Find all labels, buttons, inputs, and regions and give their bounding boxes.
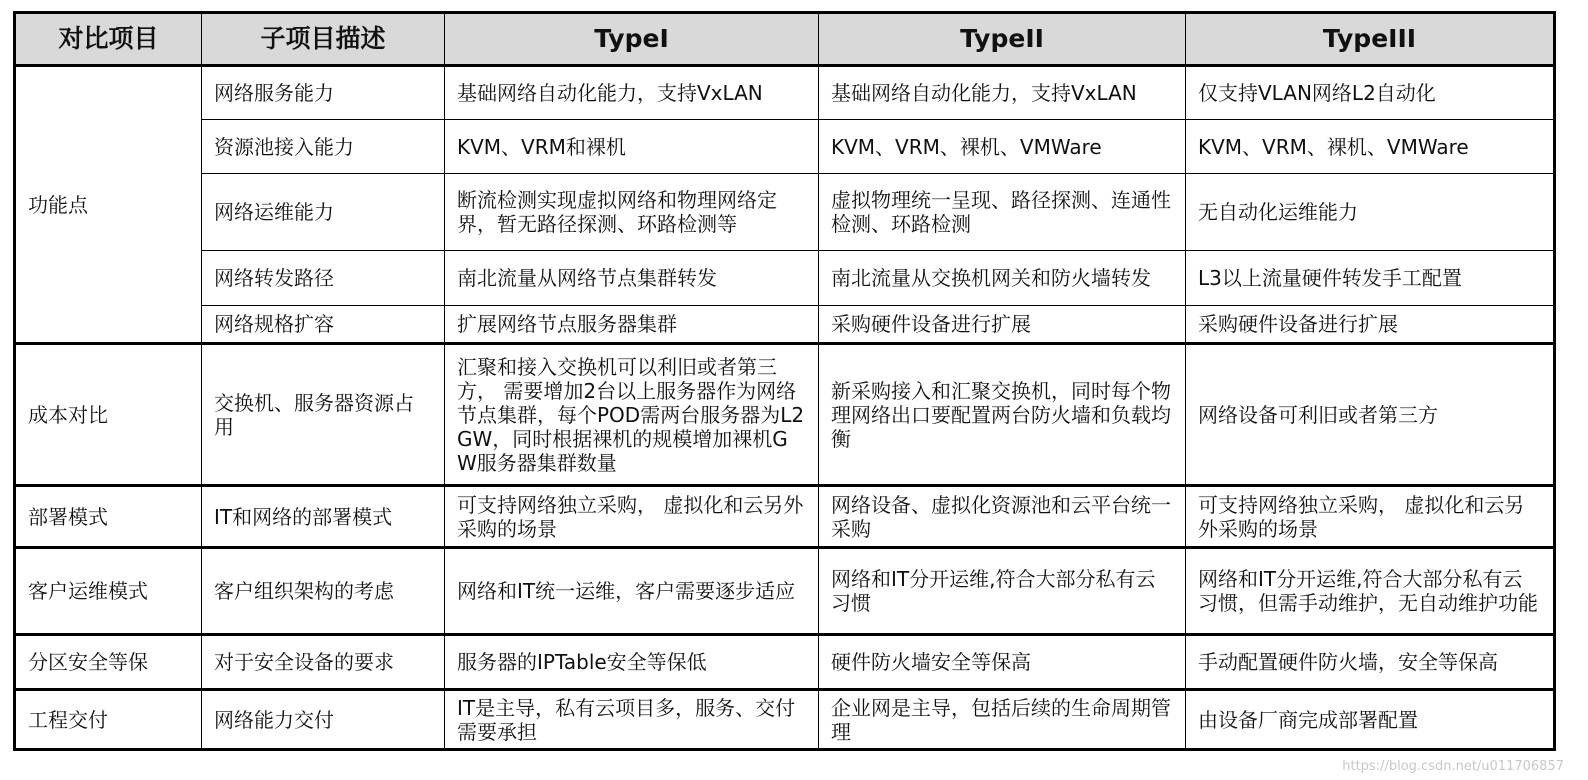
- type2-cell: KVM、VRM、裸机、VMWare: [819, 120, 1186, 174]
- type3-cell: 无自动化运维能力: [1186, 174, 1555, 251]
- type3-cell: KVM、VRM、裸机、VMWare: [1186, 120, 1555, 174]
- type2-cell: 南北流量从交换机网关和防火墙转发: [819, 251, 1186, 306]
- type2-cell: 硬件防火墙安全等保高: [819, 635, 1186, 690]
- comparison-table: [13, 11, 1556, 751]
- type2-cell: 新采购接入和汇聚交换机，同时每个物理网络出口要配置两台防火墙和负载均衡: [819, 344, 1186, 486]
- table-row: [15, 344, 1555, 486]
- type3-cell: 仅支持VLAN网络L2自动化: [1186, 66, 1555, 120]
- group-name: 成本对比: [15, 344, 202, 486]
- type2-cell: 企业网是主导，包括后续的生命周期管理: [819, 690, 1186, 750]
- type3-cell: 网络设备可利旧或者第三方: [1186, 344, 1555, 486]
- type3-cell: 网络和IT分开运维,符合大部分私有云习惯，但需手动维护，无自动维护功能: [1186, 548, 1555, 635]
- table-row: [15, 174, 1555, 251]
- sub-item-cell: 网络运维能力: [202, 174, 445, 251]
- group-name: 分区安全等保: [15, 635, 202, 690]
- header-type-2: TypeII: [819, 13, 1186, 66]
- sub-item-cell: 网络服务能力: [202, 66, 445, 120]
- table-row: [15, 120, 1555, 174]
- sub-item-cell: 网络规格扩容: [202, 306, 445, 344]
- table-row: [15, 548, 1555, 635]
- comparison-table-wrapper: [13, 11, 1556, 751]
- sub-item-cell: 客户组织架构的考虑: [202, 548, 445, 635]
- type1-cell: 断流检测实现虚拟网络和物理网络定界，暂无路径探测、环路检测等: [445, 174, 819, 251]
- sub-item-cell: 网络转发路径: [202, 251, 445, 306]
- group-name: 功能点: [15, 66, 202, 344]
- table-row: [15, 66, 1555, 120]
- type2-cell: 采购硬件设备进行扩展: [819, 306, 1186, 344]
- group-name: 客户运维模式: [15, 548, 202, 635]
- table-row: [15, 690, 1555, 750]
- type2-cell: 网络和IT分开运维,符合大部分私有云习惯: [819, 548, 1186, 635]
- type1-cell: IT是主导，私有云项目多，服务、交付需要承担: [445, 690, 819, 750]
- type2-cell: 基础网络自动化能力，支持VxLAN: [819, 66, 1186, 120]
- type1-cell: 服务器的IPTable安全等保低: [445, 635, 819, 690]
- type2-cell: 虚拟物理统一呈现、路径探测、连通性检测、环路检测: [819, 174, 1186, 251]
- type1-cell: 基础网络自动化能力，支持VxLAN: [445, 66, 819, 120]
- type1-cell: 扩展网络节点服务器集群: [445, 306, 819, 344]
- type1-cell: 可支持网络独立采购， 虚拟化和云另外采购的场景: [445, 486, 819, 548]
- header-compare-item: 对比项目: [15, 13, 202, 66]
- type3-cell: 由设备厂商完成部署配置: [1186, 690, 1555, 750]
- sub-item-cell: 交换机、服务器资源占用: [202, 344, 445, 486]
- type1-cell: 网络和IT统一运维，客户需要逐步适应: [445, 548, 819, 635]
- type3-cell: L3以上流量硬件转发手工配置: [1186, 251, 1555, 306]
- group-name: 部署模式: [15, 486, 202, 548]
- type2-cell: 网络设备、虚拟化资源池和云平台统一采购: [819, 486, 1186, 548]
- table-row: [15, 251, 1555, 306]
- group-name: 工程交付: [15, 690, 202, 750]
- type1-cell: KVM、VRM和裸机: [445, 120, 819, 174]
- table-row: [15, 306, 1555, 344]
- table-row: [15, 486, 1555, 548]
- header-row: [15, 13, 1555, 66]
- type3-cell: 可支持网络独立采购， 虚拟化和云另外采购的场景: [1186, 486, 1555, 548]
- sub-item-cell: 对于安全设备的要求: [202, 635, 445, 690]
- watermark-text: https://blog.csdn.net/u011706857: [1342, 759, 1564, 774]
- type3-cell: 手动配置硬件防火墙，安全等保高: [1186, 635, 1555, 690]
- header-type-3: TypeIII: [1186, 13, 1555, 66]
- sub-item-cell: IT和网络的部署模式: [202, 486, 445, 548]
- table-row: [15, 635, 1555, 690]
- type3-cell: 采购硬件设备进行扩展: [1186, 306, 1555, 344]
- sub-item-cell: 资源池接入能力: [202, 120, 445, 174]
- header-sub-item: 子项目描述: [202, 13, 445, 66]
- header-type-1: TypeI: [445, 13, 819, 66]
- sub-item-cell: 网络能力交付: [202, 690, 445, 750]
- type1-cell: 汇聚和接入交换机可以利旧或者第三方， 需要增加2台以上服务器作为网络节点集群，每个POD需两台服务器为L2 GW，同时根据裸机的规模增加裸机GW服务器集群数量: [445, 344, 819, 486]
- type1-cell: 南北流量从网络节点集群转发: [445, 251, 819, 306]
